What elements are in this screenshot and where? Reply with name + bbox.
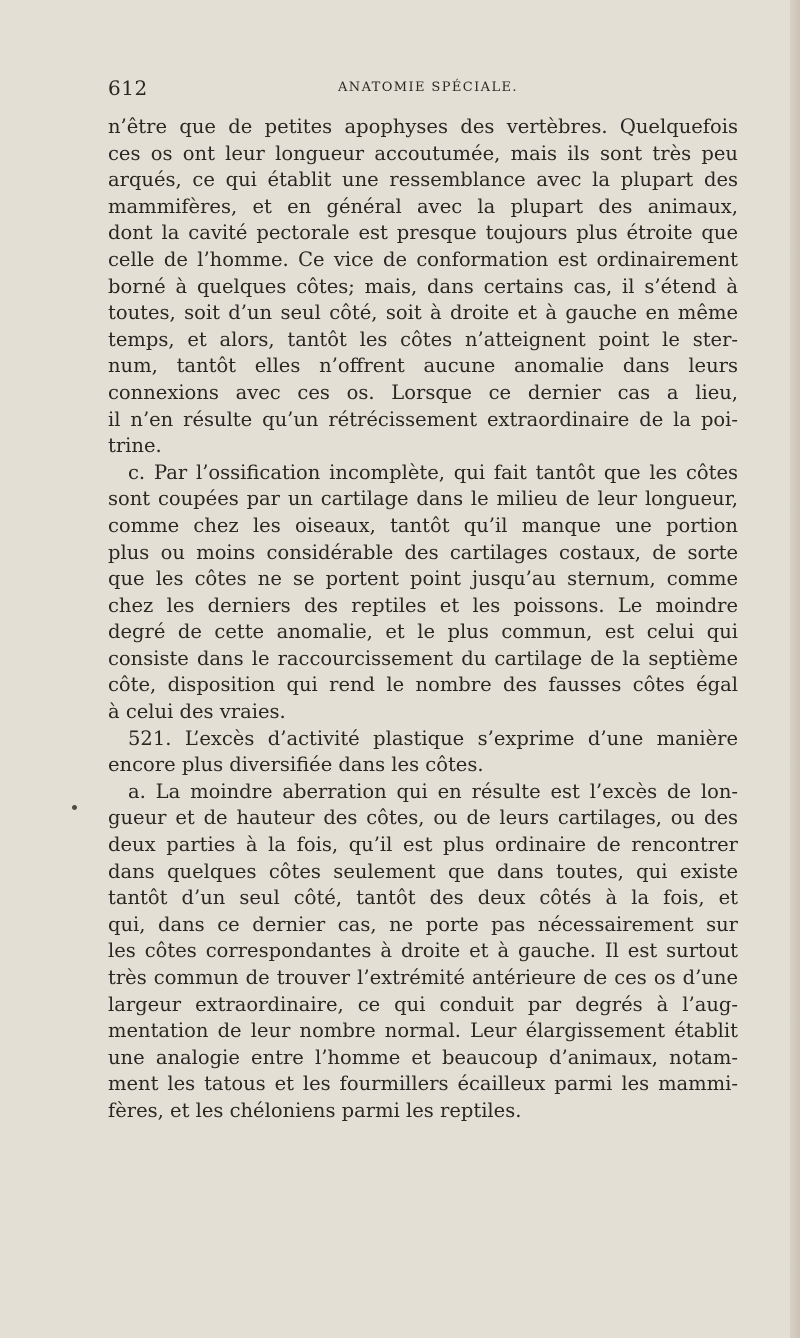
page-number: 612 <box>108 76 148 100</box>
text-line: largeur extraordinaire, ce qui conduit par degrés à l’aug- <box>108 992 738 1016</box>
text-line: encore plus diversifiée dans les côtes. <box>108 753 484 777</box>
page-edge <box>790 0 800 1338</box>
text-line: que les côtes ne se portent point jusqu’au sternum, comme <box>108 567 738 591</box>
body-text <box>108 114 738 1125</box>
text-line: qui, dans ce dernier cas, ne porte pas nécessairement sur <box>108 912 738 936</box>
text-line: consiste dans le raccourcissement du cartilage de la septième <box>108 646 738 670</box>
text-line: a. La moindre aberration qui en résulte est l’excès de lon- <box>128 779 738 803</box>
text-line: toutes, soit d’un seul côté, soit à droite et à gauche en même <box>108 301 738 325</box>
text-line: degré de cette anomalie, et le plus commun, est celui qui <box>108 620 738 644</box>
text-line: les côtes correspondantes à droite et à gauche. Il est surtout <box>108 939 738 963</box>
text-line: fères, et les chéloniens parmi les reptiles. <box>108 1098 522 1122</box>
text-line: chez les derniers des reptiles et les poissons. Le moindre <box>108 593 738 617</box>
text-line: à celui des vraies. <box>108 700 286 724</box>
text-line: dans quelques côtes seulement que dans toutes, qui existe <box>108 859 738 883</box>
margin-mark <box>72 805 77 810</box>
text-line: tantôt d’un seul côté, tantôt des deux côtés à la fois, et <box>108 886 738 910</box>
text-line: temps, et alors, tantôt les côtes n’atteignent point le ster- <box>108 327 738 351</box>
text-line: c. Par l’ossification incomplète, qui fait tantôt que les côtes <box>128 460 738 484</box>
text-line: borné à quelques côtes; mais, dans certains cas, il s’étend à <box>108 274 738 298</box>
text-line: ces os ont leur longueur accoutumée, mais ils sont très peu <box>108 141 738 165</box>
text-line: mentation de leur nombre normal. Leur élargissement établit <box>108 1019 738 1043</box>
text-line: plus ou moins considérable des cartilages costaux, de sorte <box>108 540 738 564</box>
text-line: ment les tatous et les fourmillers écailleux parmi les mammi- <box>108 1072 738 1096</box>
page-header <box>108 76 738 100</box>
text-line: sont coupées par un cartilage dans le milieu de leur longueur, <box>108 487 738 511</box>
text-line: deux parties à la fois, qu’il est plus ordinaire de rencontrer <box>108 833 738 857</box>
text-line: arqués, ce qui établit une ressemblance avec la plupart des <box>108 168 738 192</box>
text-line: dont la cavité pectorale est presque toujours plus étroite que <box>108 221 738 245</box>
text-line: connexions avec ces os. Lorsque ce dernier cas a lieu, <box>108 380 738 404</box>
text-line: côte, disposition qui rend le nombre des fausses côtes égal <box>108 673 738 697</box>
text-line: celle de l’homme. Ce vice de conformation est ordinairement <box>108 247 738 271</box>
text-line: une analogie entre l’homme et beaucoup d’animaux, notam- <box>108 1045 738 1069</box>
text-line: très commun de trouver l’extrémité antérieure de ces os d’une <box>108 966 738 989</box>
text-line: il n’en résulte qu’un rétrécissement extraordinaire de la poi- <box>108 407 738 431</box>
text-line: trine. <box>108 434 162 458</box>
running-head: ANATOMIE SPÉCIALE. <box>338 80 518 95</box>
text-line: num, tantôt elles n’offrent aucune anomalie dans leurs <box>108 354 738 378</box>
text-line: mammifères, et en général avec la plupart des animaux, <box>108 194 738 218</box>
text-line: gueur et de hauteur des côtes, ou de leurs cartilages, ou des <box>108 806 738 830</box>
text-line: n’être que de petites apophyses des vertèbres. Quelquefois <box>108 115 738 138</box>
text-line: comme chez les oiseaux, tantôt qu’il manque une portion <box>108 513 738 537</box>
text-line: 521. L’excès d’activité plastique s’exprime d’une manière <box>128 726 738 750</box>
